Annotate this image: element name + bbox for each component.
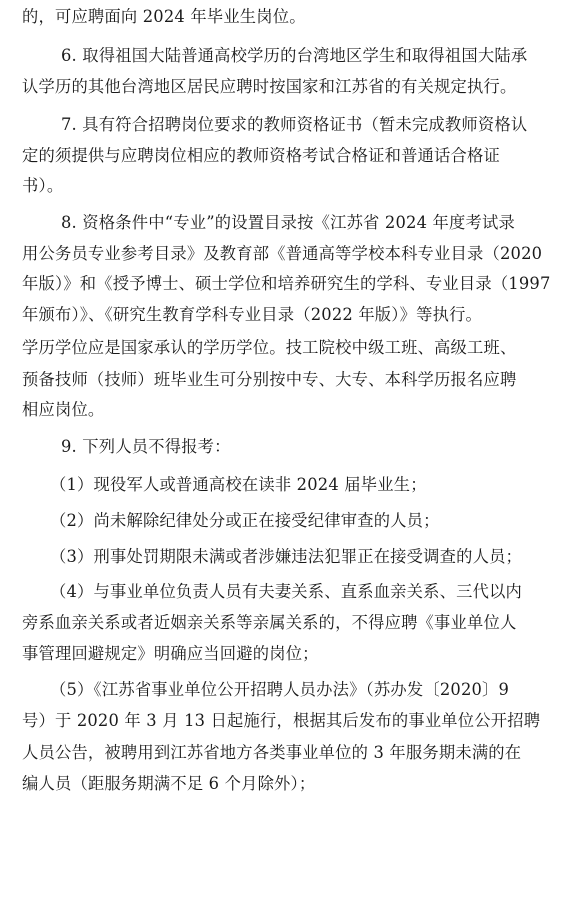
text-line: 编人员（距服务期满不足 6 个月除外）；: [22, 774, 316, 793]
text-line: （3）刑事处罚期限未满或者涉嫌违法犯罪正在接受调查的人员；: [50, 547, 523, 566]
text-line: 书）。: [22, 176, 64, 195]
text-line: （5）《江苏省事业单位公开招聘人员办法》（苏办发〔2020〕9: [50, 680, 510, 699]
text-line: 学历学位应是国家承认的学历学位。技工院校中级工班、高级工班、: [22, 338, 517, 357]
text-line: 的，可应聘面向 2024 年毕业生岗位。: [22, 7, 306, 26]
text-line: 年颁布）》、《研究生教育学科专业目录（2022 年版）》等执行。: [22, 305, 483, 324]
text-line: 6. 取得祖国大陆普通高校学历的台湾地区学生和取得祖国大陆承: [61, 46, 528, 65]
text-line: 号）于 2020 年 3 月 13 日起施行，根据其后发布的事业单位公开招聘: [22, 711, 541, 730]
text-line: 旁系血亲关系或者近姻亲关系等亲属关系的，不得应聘《事业单位人: [22, 613, 517, 632]
text-line: 事管理回避规定》明确应当回避的岗位；: [22, 644, 319, 663]
text-line: 定的须提供与应聘岗位相应的教师资格考试合格证和普通话合格证: [22, 146, 500, 165]
text-line: 人员公告，被聘用到江苏省地方各类事业单位的 3 年服务期未满的在: [22, 743, 522, 762]
text-line: 用公务员专业参考目录》及教育部《普通高等学校本科专业目录（2020: [22, 244, 543, 263]
text-line: 9. 下列人员不得报考：: [61, 437, 231, 456]
text-line: （1）现役军人或普通高校在读非 2024 届毕业生；: [50, 475, 427, 494]
text-line: 年版）》和《授予博士、硕士学位和培养研究生的学科、专业目录（1997: [22, 274, 551, 293]
text-line: （2）尚未解除纪律处分或正在接受纪律审查的人员；: [50, 511, 440, 530]
text-line: 相应岗位。: [22, 400, 105, 419]
text-line: 8. 资格条件中“专业”的设置目录按《江苏省 2024 年度考试录: [61, 213, 515, 232]
text-line: 预备技师（技师）班毕业生可分别按中专、大专、本科学历报名应聘: [22, 370, 517, 389]
text-line: 认学历的其他台湾地区居民应聘时按国家和江苏省的有关规定执行。: [22, 77, 517, 96]
text-line: 7. 具有符合招聘岗位要求的教师资格证书（暂未完成教师资格认: [61, 115, 528, 134]
text-line: （4）与事业单位负责人员有夫妻关系、直系血亲关系、三代以内: [50, 582, 523, 601]
